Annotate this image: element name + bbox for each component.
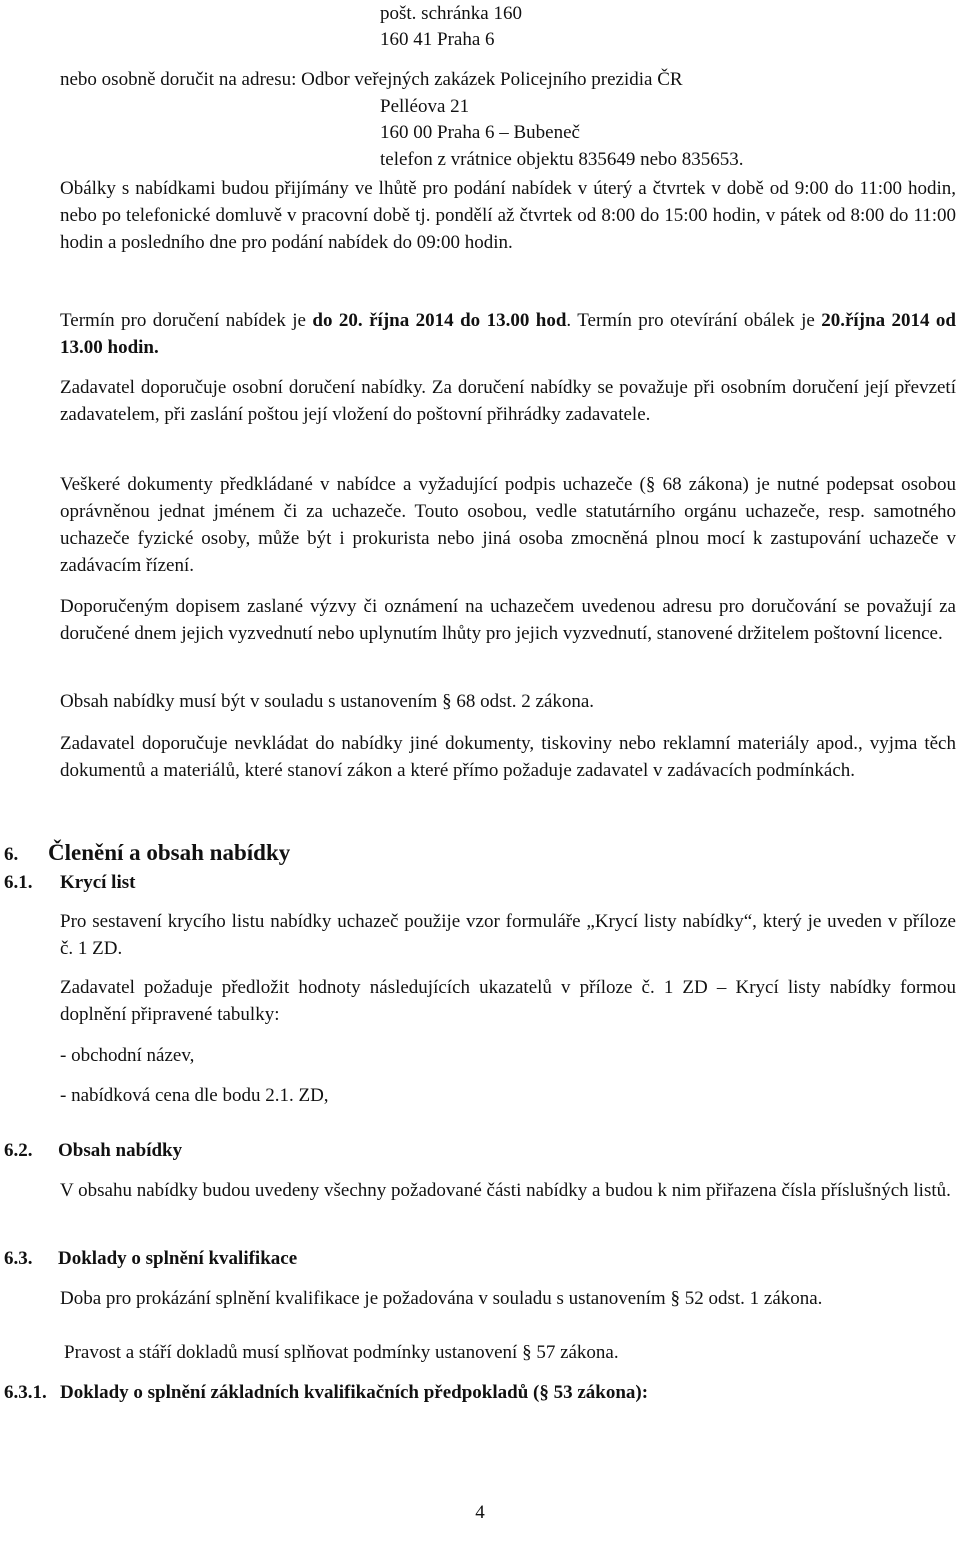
paragraph-no-other-documents: Zadavatel doporučuje nevkládat do nabídky jiné dokumenty, tiskoviny nebo reklamní materiály apod., vyjma těch dokumentů a materiálů, které stanoví zákon a které přímo požaduje zadavatel v zadávacích podmínkách. [60,733,956,781]
section-6-2-number: 6.2. [4,1140,33,1161]
paragraph-cover-sheet-template: Pro sestavení krycího listu nabídky uchazeč použije vzor formuláře „Krycí listy nabídky“, který je uveden v příloze č. 1 ZD. [60,911,956,959]
paragraph-registered-letter: Doporučeným dopisem zaslané výzvy či oznámení na uchazečem uvedenou adresu pro doručování se považují za doručené dnem jejich vyzvednutí nebo uplynutím lhůty pro jejich vyzvednutí, stanovené držitelem poštovní licence. [60,596,956,644]
section-6-2-heading: Obsah nabídky [58,1140,183,1161]
address-po-box: pošt. schránka 160 [380,3,522,24]
paragraph-personal-delivery: Zadavatel doporučuje osobní doručení nabídky. Za doručení nabídky se považuje při osobním doručení její převzetí zadavatelem, při zaslání poštou její vložení do poštovní přihrádky zadavatele. [60,377,956,425]
deadline-prefix: Termín pro doručení nabídek je [60,310,313,331]
paragraph-documents-signature: Veškeré dokumenty předkládané v nabídce a vyžadující podpis uchazeče (§ 68 zákona) je nutné podepsat osobou oprávněnou jednat jménem či za uchazeče. Touto osobou, vedle statutárního orgánu uchazeče, resp. samotného uchazeče fyzické osoby, může být i prokurista nebo jiná osoba zmocněná plnou mocí k zastupování uchazeče v zadávacím řízení. [60,474,956,576]
delivery-city: 160 00 Praha 6 – Bubeneč [380,122,580,143]
section-6-3-1-heading: Doklady o splnění základních kvalifikačních předpokladů (§ 53 zákona): [60,1382,649,1403]
delivery-street: Pelléova 21 [380,96,470,117]
deadline-hour-unit: hod [529,310,567,331]
paragraph-offer-contents: V obsahu nabídky budou uvedeny všechny požadované části nabídky a budou k nim přiřazena čísla příslušných listů. [60,1180,951,1201]
deadline-date-opening: 20.října 2014 od 13.00 hodin. [60,310,957,358]
section-6-3-1-number: 6.3.1. [4,1382,47,1403]
section-6-number: 6. [4,844,19,865]
deadline-date-submission: do 20. října 2014 do 13.00 [312,310,530,331]
paragraph-content-law: Obsah nabídky musí být v souladu s ustanovením § 68 odst. 2 zákona. [60,691,595,712]
section-6-1-heading: Krycí list [60,872,136,893]
section-6-heading: Členění a obsah nabídky [48,840,291,865]
paragraph-hours: Obálky s nabídkami budou přijímány ve lhůtě pro podání nabídek v úterý a čtvrtek v době od 9:00 do 11:00 hodin, nebo po telefonické domluvě v pracovní době tj. pondělí až čtvrtek od 8:00 do 15:00 hodin, v pátek od 8:00 do 11:00 hodin a posledního dne pro podání nabídek do 09:00 hodin. [60,178,956,253]
paragraph-deadline [60,307,956,361]
section-6-3-number: 6.3. [4,1248,33,1269]
paragraph-cover-sheet-values: Zadavatel požaduje předložit hodnoty následujících ukazatelů v příloze č. 1 ZD – Krycí listy nabídky formou doplnění připravené tabulky: [60,977,956,1025]
delivery-intro: nebo osobně doručit na adresu: Odbor veřejných zakázek Policejního prezidia ČR [60,69,683,90]
page-number: 4 [475,1502,485,1523]
paragraph-qualification-period: Doba pro prokázání splnění kvalifikace je požadována v souladu s ustanovením § 52 odst. 1 zákona. [60,1288,823,1309]
bullet-offer-price: - nabídková cena dle bodu 2.1. ZD, [60,1085,329,1106]
section-6-3-heading: Doklady o splnění kvalifikace [58,1248,298,1269]
paragraph-document-authenticity: Pravost a stáří dokladů musí splňovat podmínky ustanovení § 57 zákona. [64,1342,619,1363]
deadline-opening-text: . Termín pro otevírání obálek je [566,310,822,331]
delivery-phone: telefon z vrátnice objektu 835649 nebo 835653. [380,149,744,170]
section-6-1-number: 6.1. [4,872,33,893]
bullet-business-name: - obchodní název, [60,1045,195,1066]
address-city: 160 41 Praha 6 [380,29,495,50]
